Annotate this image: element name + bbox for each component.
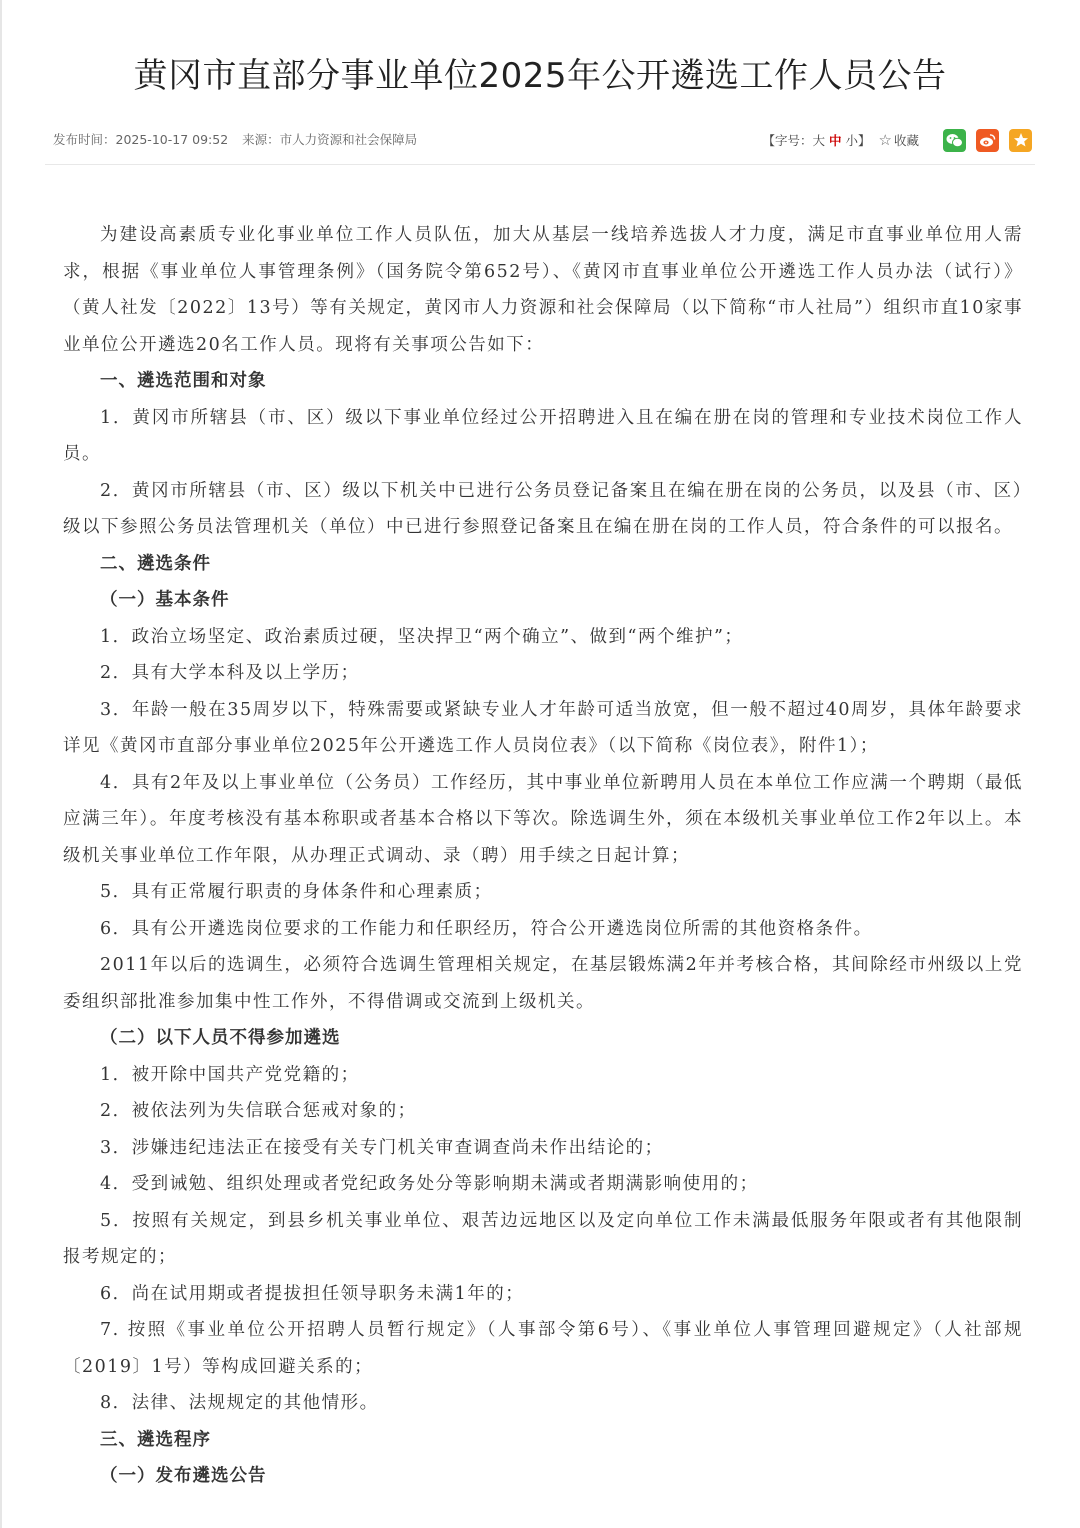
section-heading: 二、遴选条件 [100, 553, 211, 574]
weibo-icon [979, 133, 996, 148]
list-item: 2．被依法列为失信联合惩戒对象的； [100, 1101, 417, 1121]
font-size-medium-button[interactable]: 中 [829, 133, 842, 148]
list-item: 2．具有大学本科及以上学历； [100, 663, 360, 683]
list-item: 8．法律、法规规定的其他情形。 [100, 1393, 379, 1413]
favorite-button[interactable] [879, 131, 919, 149]
font-size-switcher [762, 131, 870, 149]
article-tools [762, 127, 1032, 153]
article-title: 黄冈市直部分事业单位2025年公开遴选工作人员公告 [133, 56, 947, 96]
wechat-share-button[interactable] [943, 129, 966, 152]
intro-paragraph: 为建设高素质专业化事业单位工作人员队伍，加大从基层一线培养选拔人才力度，满足市直事业单位用人需求，根据《事业单位人事管理条例》（国务院令第652号）、《黄冈市直事业单位公开遴选工作人员办法（试行）》（黄人社发〔2022〕13号）等有关规定，黄冈市人力资源和社会保障局（以下简称“市人社局”）组织市直10家事业单位公开遴选20名工作人员。现将有关事项公告如下： [63, 225, 1023, 355]
list-item: 3．年龄一般在35周岁以下，特殊需要或紧缺专业人才年龄可适当放宽，但一般不超过40周岁，具体年龄要求详见《黄冈市直部分事业单位2025年公开遴选工作人员岗位表》（以下简称《岗位表》，附件1）； [63, 699, 1023, 756]
list-item: 5．具有正常履行职责的身体条件和心理素质； [100, 882, 493, 902]
list-item: 7. 按照《事业单位公开招聘人员暂行规定》（人事部令第6号）、《事业单位人事管理回避规定》（人社部规〔2019〕1号）等构成回避关系的； [63, 1320, 1023, 1377]
list-item: 1．黄冈市所辖县（市、区）级以下事业单位经过公开招聘进入且在编在册在岗的管理和专业技术岗位工作人员。 [63, 407, 1023, 464]
article-body [63, 217, 1023, 1495]
section-heading: 三、遴选程序 [100, 1429, 211, 1450]
publish-time: 发布时间：2025-10-17 09:52 [53, 132, 229, 147]
subsection-heading: （一）基本条件 [100, 590, 230, 610]
font-size-suffix: 】 [858, 133, 871, 148]
font-size-large-button[interactable]: 大 [812, 133, 826, 148]
weibo-share-button[interactable] [976, 129, 999, 152]
qzone-share-button[interactable] [1009, 129, 1032, 152]
list-item: 6．具有公开遴选岗位要求的工作能力和任职经历，符合公开遴选岗位所需的其他资格条件。 [100, 918, 873, 939]
subsection-heading: （二）以下人员不得参加遴选 [100, 1028, 341, 1048]
list-item: 3．涉嫌违纪违法正在接受有关专门机关审查调查尚未作出结论的； [100, 1137, 664, 1158]
font-size-prefix: 【字号： [762, 133, 813, 148]
note-paragraph: 2011年以后的选调生，必须符合选调生管理相关规定，在基层锻炼满2年并考核合格，其间除经市州级以上党委组织部批准参加集中性工作外，不得借调或交流到上级机关。 [63, 955, 1023, 1012]
list-item: 1．政治立场坚定、政治素质过硬，坚决捍卫“两个确立”、做到“两个维护”； [100, 626, 744, 647]
section-heading: 一、遴选范围和对象 [100, 371, 267, 391]
list-item: 6．尚在试用期或者提拔担任领导职务未满1年的； [100, 1283, 525, 1304]
list-item: 4．受到诫勉、组织处理或者党纪政务处分等影响期未满或者期满影响使用的； [100, 1174, 759, 1194]
favorite-label: 收藏 [893, 133, 919, 148]
qzone-icon [1013, 132, 1029, 148]
list-item: 4．具有2年及以上事业单位（公务员）工作经历，其中事业单位新聘用人员在本单位工作应满一个聘期（最低应满三年）。年度考核没有基本称职或者基本合格以下等次。除选调生外，须在本级机关事业单位工作2年以上。本级机关事业单位工作年限，从办理正式调动、录（聘）用手续之日起计算； [63, 772, 1023, 866]
header-divider [45, 164, 1035, 165]
article-meta [53, 130, 427, 148]
star-icon: ☆ [878, 131, 892, 149]
list-item: 1．被开除中国共产党党籍的； [100, 1064, 360, 1085]
wechat-icon [946, 133, 963, 148]
article-source: 来源：市人力资源和社会保障局 [242, 132, 418, 147]
list-item: 5．按照有关规定，到县乡机关事业单位、艰苦边远地区以及定向单位工作未满最低服务年限或者有其他限制报考规定的； [63, 1210, 1023, 1267]
subsection-heading: （一）发布遴选公告 [100, 1466, 267, 1486]
font-size-small-button[interactable]: 小 [845, 133, 859, 148]
left-border [0, 0, 2, 1528]
list-item: 2．黄冈市所辖县（市、区）级以下机关中已进行公务员登记备案且在编在册在岗的公务员，以及县（市、区）级以下参照公务员法管理机关（单位）中已进行参照登记备案且在编在册在岗的工作人员，符合条件的可以报名。 [63, 480, 1023, 537]
